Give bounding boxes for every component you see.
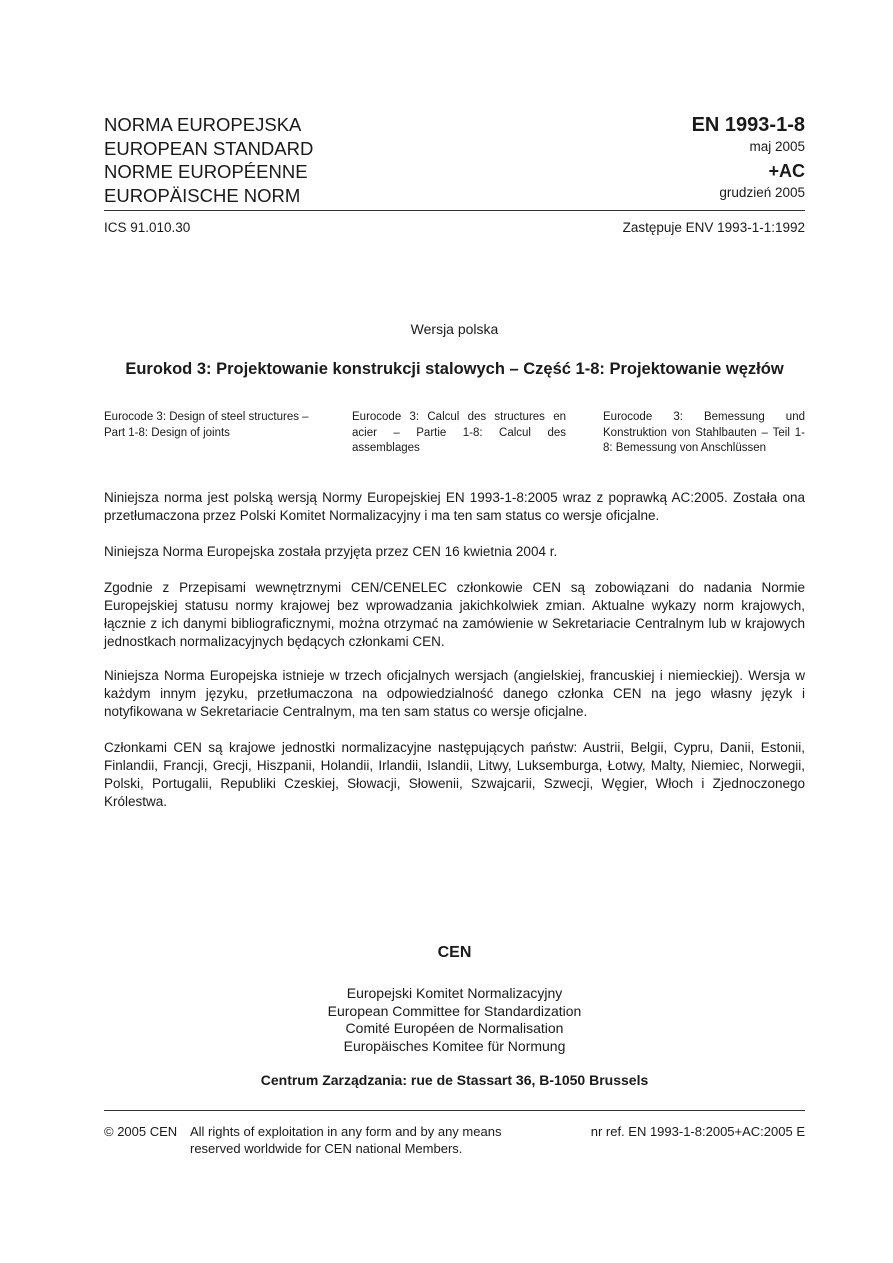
standard-titles bbox=[104, 113, 313, 207]
standard-code-block bbox=[692, 113, 805, 203]
rights-line-1: All rights of exploitation in any form and by any means bbox=[190, 1124, 502, 1139]
title-german: EUROPÄISCHE NORM bbox=[104, 184, 301, 206]
cen-headquarters: Centrum Zarządzania: rue de Stassart 36, B-1050 Brussels bbox=[260, 1072, 649, 1088]
document-title: Eurokod 3: Projektowanie konstrukcji stalowych – Część 1-8: Projektowanie węzłów bbox=[125, 360, 784, 378]
rights-notice bbox=[190, 1123, 530, 1157]
cen-acronym: CEN bbox=[437, 944, 472, 961]
title-french: NORME EUROPÉENNE bbox=[104, 161, 308, 182]
paragraph-translation: Niniejsza norma jest polską wersją Normy Europejskiej EN 1993-1-8:2005 wraz z poprawką AC:2005. Została ona przetłumaczona przez Polski Komitet Normalizacyjny i ma ten sam status co wersje oficjalne. bbox=[104, 490, 805, 523]
paragraph-national-status: Zgodnie z Przepisami wewnętrznymi CEN/CENELEC członkowie CEN są zobowiązani do nadania Normie Europejskiej statusu normy krajowej bez wprowadzania jakichkolwiek zmian. Aktualne wykazy norm krajowych, łącznie z ich danymi bibliograficznymi, można otrzymać na zamówienie w Sekretariacie Centralnym lub w krajowych jednostkach normalizacyjnych będących członkami CEN. bbox=[104, 580, 805, 649]
title-english: EUROPEAN STANDARD bbox=[104, 137, 314, 159]
copyright: © 2005 CEN bbox=[104, 1124, 178, 1139]
standard-code: EN 1993-1-8 bbox=[691, 114, 805, 136]
cen-name-french: Comité Européen de Normalisation bbox=[345, 1020, 564, 1036]
rights-line-2: reserved worldwide for CEN national Members. bbox=[190, 1141, 463, 1156]
paragraph-members: Członkami CEN są krajowe jednostki normalizacyjne następujących państw: Austrii, Belgii, Cypru, Danii, Estonii, Finlandii, Francji, Grecji, Hiszpanii, Holandii, Irlandii, Islandii, Litwy, Luksemburga, Łotwy, Malty, Niemiec, Norwegii, Polski, Portugalii, Republiki Czeskiej, Słowacji, Słowenii, Szwajcarii, Szwecji, Węgier, Włoch i Zjednoczonego Królestwa. bbox=[104, 740, 805, 809]
cen-name-english: European Committee for Standardization bbox=[327, 1002, 582, 1019]
cen-names bbox=[0, 985, 893, 1055]
cen-name-german: Europäisches Komitee für Normung bbox=[343, 1037, 566, 1054]
amendment-date: grudzień 2005 bbox=[719, 185, 805, 200]
ics-code: ICS 91.010.30 bbox=[104, 220, 191, 235]
title-polish: NORMA EUROPEJSKA bbox=[104, 114, 302, 135]
replaces-note: Zastępuje ENV 1993-1-1:1992 bbox=[622, 220, 805, 235]
cen-name-polish: Europejski Komitet Normalizacyjny bbox=[346, 985, 563, 1001]
paragraph-official-versions: Niniejsza Norma Europejska istnieje w trzech oficjalnych wersjach (angielskiej, francuskiej i niemieckiej). Wersja w każdym innym języku, przetłumaczona na odpowiedzialność danego członka CEN na jego własny język i notyfikowana w Sekretariacie Centralnym, ma ten sam status co wersje oficjalne. bbox=[104, 668, 805, 719]
paragraph-approval: Niniejsza Norma Europejska została przyjęta przez CEN 16 kwietnia 2004 r. bbox=[104, 544, 558, 559]
subtitle-german: Eurocode 3: Bemessung und Konstruktion von Stahlbauten – Teil 1-8: Bemessung von Anschlüssen bbox=[603, 411, 805, 454]
standard-date: maj 2005 bbox=[749, 139, 805, 154]
reference-number: nr ref. EN 1993-1-8:2005+AC:2005 E bbox=[590, 1124, 805, 1139]
footer-divider bbox=[104, 1110, 805, 1111]
subtitle-french: Eurocode 3: Calcul des structures en acier – Partie 1-8: Calcul des assemblages bbox=[352, 411, 566, 454]
header-divider bbox=[104, 210, 805, 211]
subtitle-english: Eurocode 3: Design of steel structures – Part 1-8: Design of joints bbox=[104, 411, 309, 439]
version-label: Wersja polska bbox=[410, 321, 499, 337]
amendment-code: +AC bbox=[768, 161, 805, 181]
